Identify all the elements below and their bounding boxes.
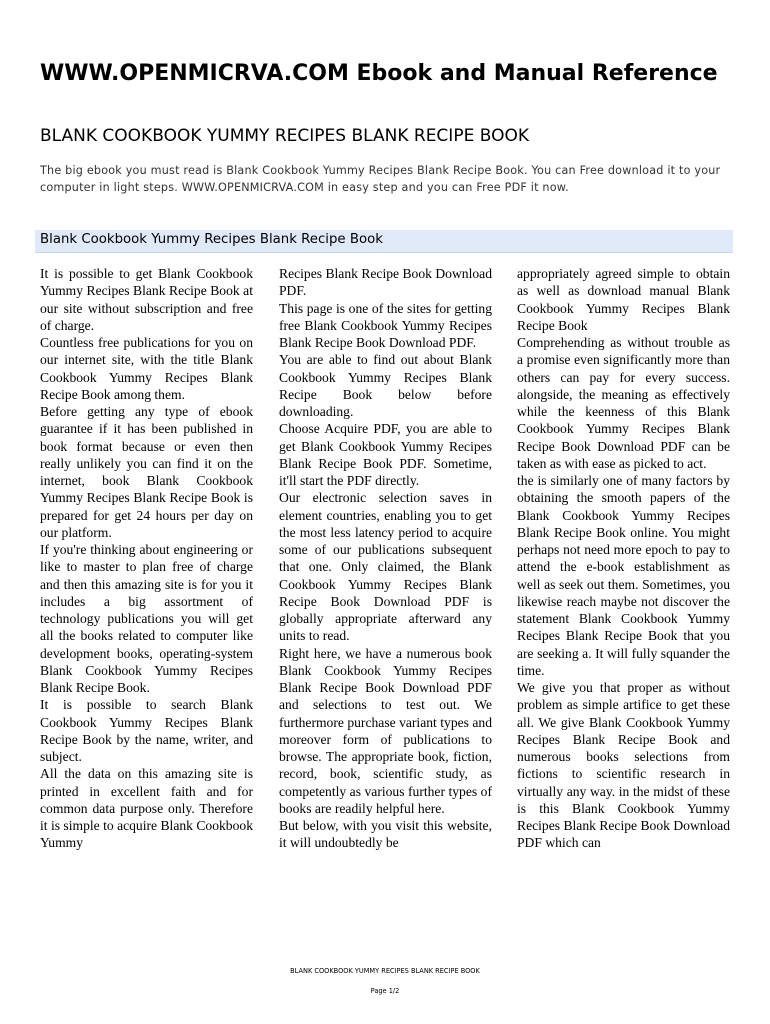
paragraph: appropriately agreed simple to obtain as well as download manual Blank Cookbook Yummy Recipes Blank Recipe Book (517, 266, 730, 333)
section-heading-bar (35, 230, 733, 253)
paragraph: Our electronic selection saves in element countries, enabling you to get the most less latency period to acquire some of our publications subsequent that one. Only claimed, the Blank Cookbook Yummy Recipes Blank Recipe Book Download PDF is globally appropriate afterward any units to read. (279, 490, 492, 644)
paragraph: Recipes Blank Recipe Book Download PDF. (279, 266, 492, 299)
paragraph: the is similarly one of many factors by obtaining the smooth papers of the Blank Cookbook Yummy Recipes Blank Recipe Book online. You might perhaps not need more epoch to pay to attend the e-book establishment as well as seek out them. Sometimes, you likewise reach maybe not discover the statement Blank Cookbook Yummy Recipes Blank Recipe Book that you are seeking a. It will fully squander the time. (517, 473, 730, 678)
paragraph: Choose Acquire PDF, you are able to get Blank Cookbook Yummy Recipes Blank Recipe Book PDF. Sometime, it'll start the PDF directly. (279, 421, 492, 488)
site-title: WWW.OPENMICRVA.COM Ebook and Manual Reference (40, 61, 718, 86)
paragraph: If you're thinking about engineering or like to master to plan free of charge and then this amazing site is for you it includes a big assortment of technology publications you will get all the books related to computer like development books, operating-system Blank Cookbook Yummy Recipes Blank Recipe Book. (40, 542, 253, 695)
paragraph: It is possible to get Blank Cookbook Yummy Recipes Blank Recipe Book at our site without subscription and free of charge. (40, 266, 253, 333)
page-number: Page 1/2 (370, 987, 400, 995)
paragraph: Right here, we have a numerous book Blank Cookbook Yummy Recipes Blank Recipe Book Download PDF and selections to test out. We furthermore purchase variant types and moreover form of publications to browse. The appropriate book, fiction, record, book, scientific study, as competently as various further types of books are readily helpful here. (279, 645, 492, 816)
text-column-3 (517, 265, 730, 937)
intro-paragraph: The big ebook you must read is Blank Cookbook Yummy Recipes Blank Recipe Book. You can Free download it to your computer in light steps. WWW.OPENMICRVA.COM in easy step and you can Free PDF it now. (40, 164, 721, 195)
paragraph: We give you that proper as without problem as simple artifice to get these all. We give Blank Cookbook Yummy Recipes Blank Recipe Book and numerous books selections from fictions to scientific research in virtually any way. in the midst of these is this Blank Cookbook Yummy Recipes Blank Recipe Book Download PDF which can (517, 680, 730, 851)
footer-title: BLANK COOKBOOK YUMMY RECIPES BLANK RECIPE BOOK (290, 967, 480, 975)
section-heading: Blank Cookbook Yummy Recipes Blank Recipe Book (40, 232, 383, 247)
paragraph: All the data on this amazing site is printed in excellent faith and for common data purpose only. Therefore it is simple to acquire Blank Cookbook Yummy (40, 766, 253, 851)
paragraph: Comprehending as without trouble as a promise even significantly more than others can pay for every success. alongside, the meaning as effectively while the keenness of this Blank Cookbook Yummy Recipes Blank Recipe Book Download PDF can be taken as with ease as picked to act. (517, 335, 730, 471)
paragraph: Countless free publications for you on our internet site, with the title Blank Cookbook Yummy Recipes Blank Recipe Book among them. (40, 335, 253, 402)
book-title: BLANK COOKBOOK YUMMY RECIPES BLANK RECIPE BOOK (40, 126, 529, 146)
paragraph: It is possible to search Blank Cookbook Yummy Recipes Blank Recipe Book by the name, writer, and subject. (40, 697, 253, 764)
paragraph: You are able to find out about Blank Cookbook Yummy Recipes Blank Recipe Book below before downloading. (279, 352, 492, 419)
paragraph: This page is one of the sites for getting free Blank Cookbook Yummy Recipes Blank Recipe Book Download PDF. (279, 300, 492, 350)
paragraph: Before getting any type of ebook guarantee if it has been published in book format because or even then really unlikely you can find it on the internet, book Blank Cookbook Yummy Recipes Blank Recipe Book is prepared for get 24 hours per day on our platform. (40, 404, 253, 540)
text-column-1 (40, 265, 253, 937)
text-column-2 (279, 265, 492, 937)
paragraph: But below, with you visit this website, it will undoubtedly be (279, 818, 492, 851)
